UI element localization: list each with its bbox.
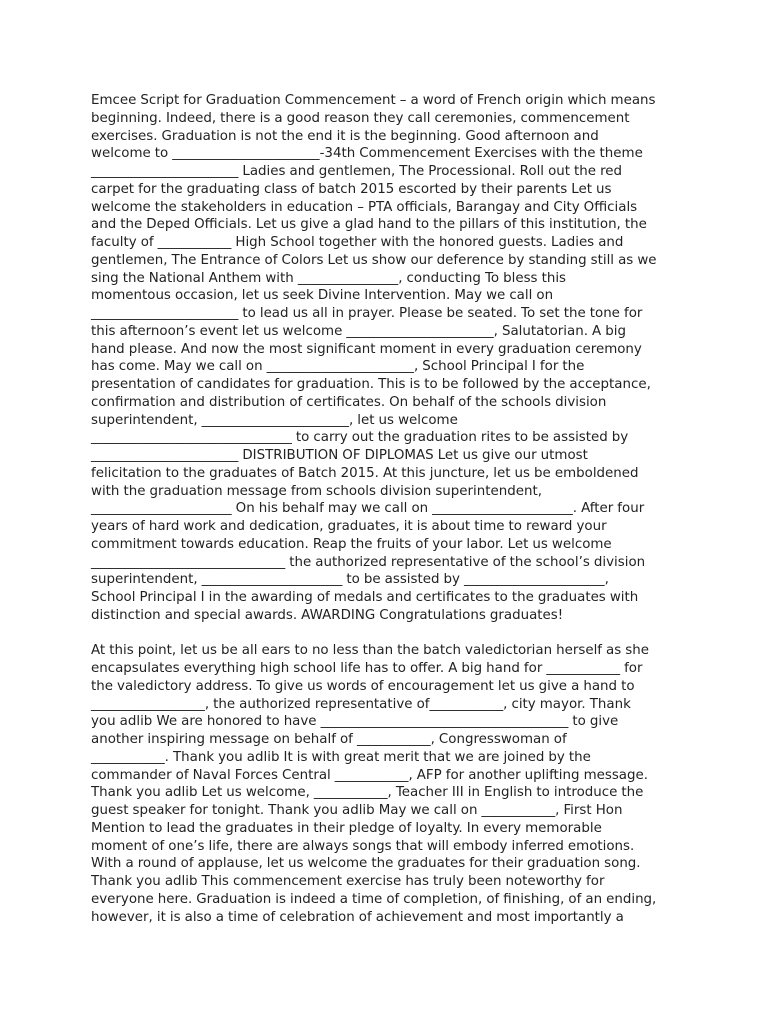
document-page [91,92,683,926]
paragraph-valedictory-section: At this point, let us be all ears to no less than the batch valedictorian herself as she encapsulates everything high school life has to offer. A big hand for ___________ for the valedictory address. To give us words of encouragement let us give a hand to _________________, the authorized representative of___________, city mayor. Thank you adlib We are honored to have _____________________________________ to give another inspiring message on behalf of ___________, Congresswoman of ___________. Thank you adlib It is with great merit that we are joined by the commander of Naval Forces Central ___________, AFP for another uplifting message. Thank you adlib Let us welcome, ___________, Teacher III in English to introduce the guest speaker for tonight. Thank you adlib May we call on ___________, First Hon Mention to lead the graduates in their pledge of loyalty. In every memorable moment of one’s life, there are always songs that will embody inferred emotions. With a round of applause, let us welcome the graduates for their graduation song. Thank you adlib This commencement exercise has truly been noteworthy for everyone here. Graduation is indeed a time of completion, of finishing, of an ending, however, it is also a time of celebration of achievement and most importantly a [91,643,657,925]
paragraph-emcee-script-opening: Emcee Script for Graduation Commencement – a word of French origin which means beginning. Indeed, there is a good reason they call ceremonies, commencement exercises. Graduation is not the end it is the beginning. Good afternoon and welcome to ______________________-34th Commencement Exercises with the theme ______________________ Ladies and gentlemen, The Processional. Roll out the red carpet for the graduating class of batch 2015 escorted by their parents Let us welcome the stakeholders in education – PTA officials, Barangay and City Officials and the Deped Officials. Let us give a glad hand to the pillars of this institution, the faculty of ___________ High School together with the honored guests. Ladies and gentlemen, The Entrance of Colors Let us show our deference by standing still as we sing the National Anthem with _______________, conducting To bless this momentous occasion, let us seek Divine Intervention. May we call on ______________________ to lead us all in prayer. Please be seated. To set the tone for this afternoon’s event let us welcome ______________________, Salutatorian. A big hand please. And now the most significant moment in every graduation ceremony has come. May we call on ______________________, School Principal I for the presentation of candidates for graduation. This is to be followed by the acceptance, confirmation and distribution of certificates. On behalf of the schools division superintendent, ______________________, let us welcome ______________________________ to carry out the graduation rites to be assisted by ______________________ DISTRIBUTION OF DIPLOMAS Let us give our utmost felicitation to the graduates of Batch 2015. At this juncture, let us be emboldened with the graduation message from schools division superintendent, _____________________ On his behalf may we call on _____________________. After four years of hard work and dedication, graduates, it is about time to reward your commitment towards education. Reap the fruits of your labor. Let us welcome _____________________________ the authorized representative of the school’s division superintendent, _____________________ to be assisted by _____________________, School Principal I in the awarding of medals and certificates to the graduates with distinction and special awards. AWARDING Congratulations graduates! [91,93,657,623]
paragraph-spacer [91,625,683,643]
